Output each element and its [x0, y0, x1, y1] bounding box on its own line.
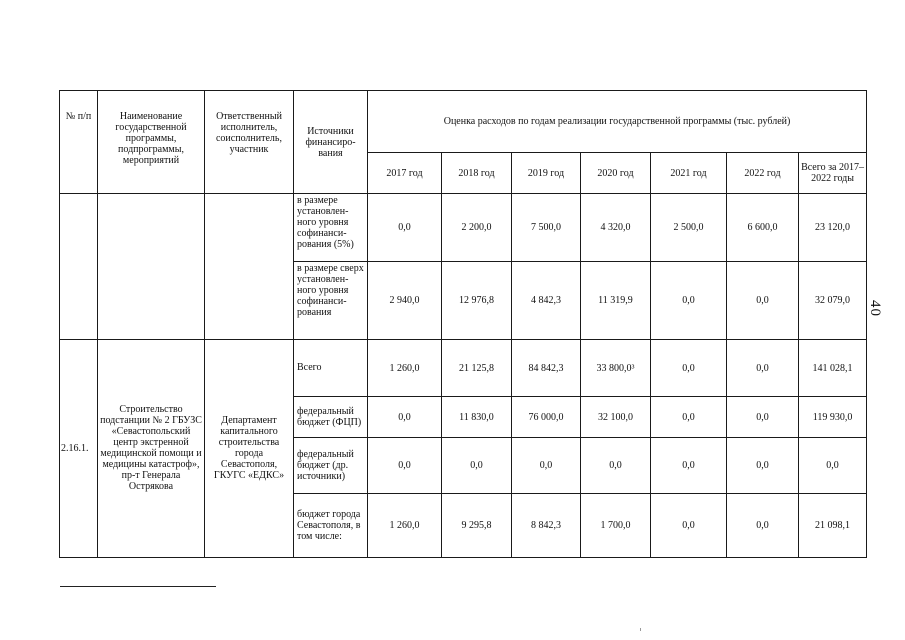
value-cell: 0,0 [727, 438, 799, 494]
header-estimate: Оценка расходов по годам реализации государственной программы (тыс. рублей) [368, 91, 867, 153]
value-cell: 32 079,0 [799, 262, 867, 340]
value-cell: 6 600,0 [727, 194, 799, 262]
item-responsible: Департамент капитального строительства города Севастополя, ГКУГС «ЕДКС» [205, 339, 294, 557]
value-cell: 0,0 [727, 262, 799, 340]
value-cell: 21 098,1 [799, 494, 867, 558]
empty-num-cell [60, 194, 98, 339]
value-cell: 11 319,9 [581, 262, 651, 340]
value-cell: 0,0 [368, 194, 442, 262]
value-cell: 119 930,0 [799, 397, 867, 438]
value-cell: 0,0 [727, 397, 799, 438]
year-2017-header: 2017 год [368, 153, 442, 194]
value-cell: 76 000,0 [512, 397, 581, 438]
value-cell: 84 842,3 [512, 339, 581, 396]
source-cell: в размере установлен-ного уровня софинанси-рования (5%) [294, 194, 368, 262]
value-cell: 32 100,0 [581, 397, 651, 438]
value-cell: 8 842,3 [512, 494, 581, 558]
value-cell: 4 320,0 [581, 194, 651, 262]
header-sources: Источники финансиро-вания [294, 91, 368, 194]
value-cell: 23 120,0 [799, 194, 867, 262]
value-cell: 0,0 [651, 438, 727, 494]
value-cell: 12 976,8 [442, 262, 512, 340]
year-2018-header: 2018 год [442, 153, 512, 194]
source-cell: бюджет города Севастополя, в том числе: [294, 494, 368, 558]
value-cell: 0,0 [368, 397, 442, 438]
footnote-divider [60, 586, 216, 587]
table-row [60, 339, 867, 396]
value-cell: 0,0 [368, 438, 442, 494]
value-cell: 2 500,0 [651, 194, 727, 262]
value-cell: 0,0 [727, 494, 799, 558]
value-cell: 2 940,0 [368, 262, 442, 340]
value-cell: 0,0 [799, 438, 867, 494]
year-2021-header: 2021 год [651, 153, 727, 194]
year-2019-header: 2019 год [512, 153, 581, 194]
value-cell: 0,0 [581, 438, 651, 494]
year-2020-header: 2020 год [581, 153, 651, 194]
source-cell: Всего [294, 339, 368, 396]
item-name: Строительство подстанции № 2 ГБУЗС «Севастопольский центр экстренной медицинской помощи и медицины катастроф», пр-т Генерала Острякова [98, 339, 205, 557]
value-cell: 33 800,0³ [581, 339, 651, 396]
value-cell: 141 028,1 [799, 339, 867, 396]
header-num: № п/п [60, 91, 98, 194]
value-cell: 0,0 [651, 494, 727, 558]
empty-name-cell [98, 194, 205, 339]
item-number: 2.16.1. [60, 339, 98, 557]
page-number: 40 [867, 300, 883, 317]
source-cell: федеральный бюджет (ФЦП) [294, 397, 368, 438]
value-cell: 1 700,0 [581, 494, 651, 558]
value-cell: 1 260,0 [368, 339, 442, 396]
source-cell: федеральный бюджет (др. источники) [294, 438, 368, 494]
year-2022-header: 2022 год [727, 153, 799, 194]
scan-speck [640, 628, 641, 631]
value-cell: 0,0 [651, 262, 727, 340]
header-responsible: Ответственный исполнитель, соисполнитель, участник [205, 91, 294, 194]
value-cell: 1 260,0 [368, 494, 442, 558]
value-cell: 0,0 [442, 438, 512, 494]
empty-responsible-cell [205, 194, 294, 339]
value-cell: 11 830,0 [442, 397, 512, 438]
value-cell: 0,0 [651, 339, 727, 396]
value-cell: 4 842,3 [512, 262, 581, 340]
value-cell: 0,0 [727, 339, 799, 396]
value-cell: 9 295,8 [442, 494, 512, 558]
header-name: Наименование государственной программы, подпрограммы, мероприятий [98, 91, 205, 194]
value-cell: 7 500,0 [512, 194, 581, 262]
budget-table [59, 90, 867, 558]
source-cell: в размере сверх установлен-ного уровня софинанси-рования [294, 262, 368, 340]
value-cell: 2 200,0 [442, 194, 512, 262]
year-total-header: Всего за 2017–2022 годы [799, 153, 867, 194]
table-row [60, 194, 867, 262]
value-cell: 0,0 [512, 438, 581, 494]
value-cell: 0,0 [651, 397, 727, 438]
value-cell: 21 125,8 [442, 339, 512, 396]
